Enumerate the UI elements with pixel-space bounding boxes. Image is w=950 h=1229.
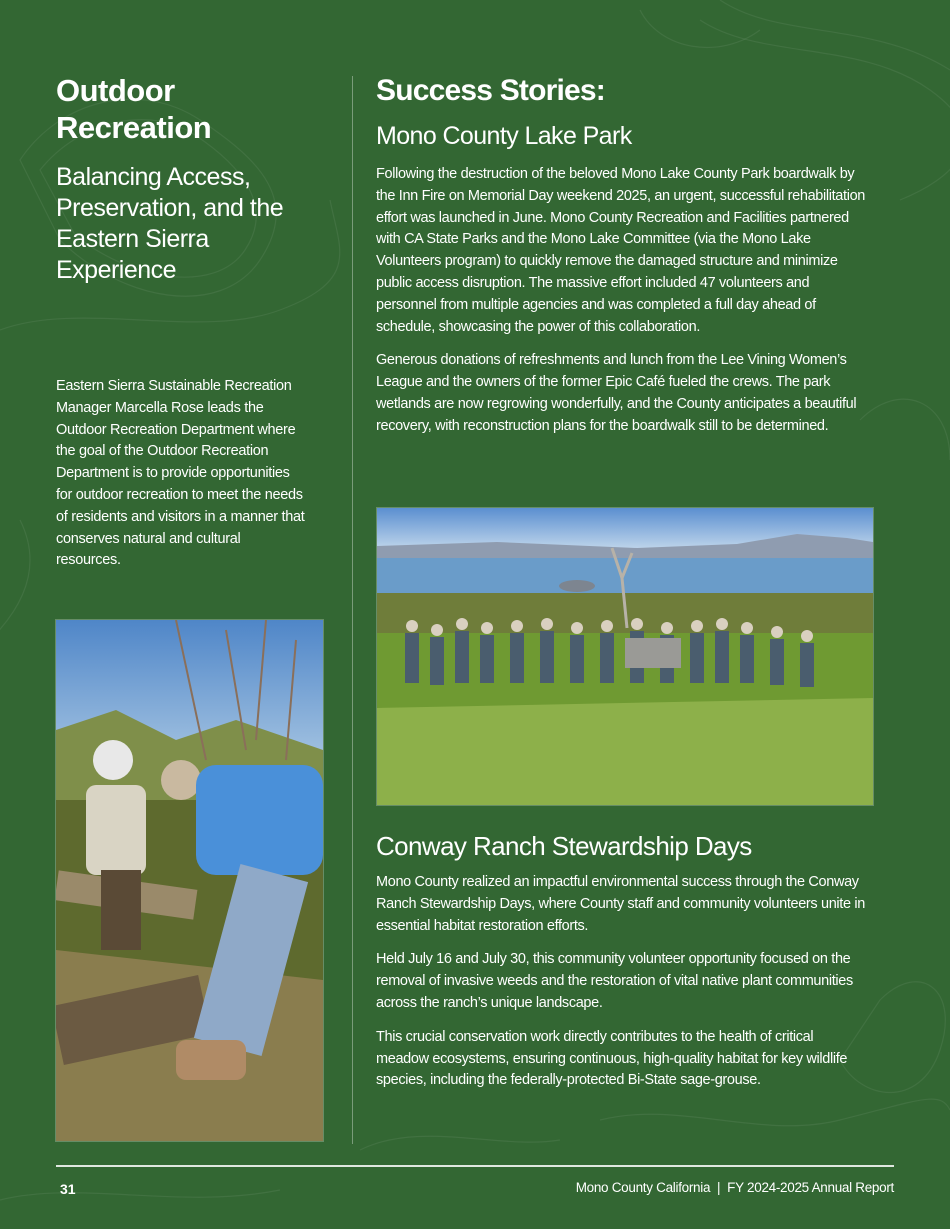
story-paragraph: Following the destruction of the beloved Mono Lake County Park boardwalk by the Inn Fire on Memorial Day weekend 2025, an urgent, successful rehabilitation effort was launched in June. Mono County Recreation and Facilities partnered with CA State Parks and the Mono Lake Committee (via the Mono Lake Volunteers program) to quickly remove the damaged structure and minimize public access disruption. The massive effort included 47 volunteers and personnel from multiple agencies and was completed a full day ahead of schedule, showcasing the power of this collaboration. xyxy=(376,166,865,335)
page-number: 31 xyxy=(60,1181,76,1197)
story-title-mono-lake-park: Mono County Lake Park xyxy=(376,122,632,150)
story-paragraph: Generous donations of refreshments and lunch from the Lee Vining Women’s League and the owners of the former Epic Café fueled the crews. The park wetlands are now regrowing wonderfully, and the County anticipates a beautiful recovery, with reconstruction plans for the boardwalk still to be determined. xyxy=(376,352,857,434)
column-divider xyxy=(352,76,353,1144)
section-subtitle: Balancing Access, Preservation, and the Eastern Sierra Experience xyxy=(56,163,284,284)
footer-report-title: Mono County California | FY 2024-2025 Annual Report xyxy=(575,1180,894,1195)
photo-volunteers-sawing xyxy=(55,619,324,1142)
intro-paragraph: Eastern Sierra Sustainable Recreation Manager Marcella Rose leads the Outdoor Recreation Department where the goal of the Outdoor Recreation Department is to provide opportunities for outdoor recreation to meet the needs of residents and visitors in a manner that conserves natural and cultural resources. xyxy=(56,378,305,569)
left-column xyxy=(56,72,316,286)
right-column xyxy=(376,72,866,450)
story-paragraph: Mono County realized an impactful environmental success through the Conway Ranch Stewardship Days, where County staff and community volunteers unite in essential habitat restoration efforts. xyxy=(376,874,865,934)
story-title-conway-ranch: Conway Ranch Stewardship Days xyxy=(376,831,752,861)
story-paragraph: This crucial conservation work directly contributes to the health of critical meadow ecosystems, ensuring continuous, high-quality habitat for key wildlife species, including the federally-protected Bi-State sage-grouse. xyxy=(376,1028,848,1089)
conway-ranch-story xyxy=(376,830,866,1104)
story-paragraph: Held July 16 and July 30, this community volunteer opportunity focused on the removal of invasive weeds and the restoration of vital native plant communities across the ranch’s unique landscape. xyxy=(376,951,853,1011)
success-stories-heading: Success Stories: xyxy=(376,74,605,107)
section-heading: Outdoor Recreation xyxy=(56,73,212,145)
photo-volunteer-group-mono-lake xyxy=(376,507,874,806)
footer-divider xyxy=(56,1165,894,1167)
